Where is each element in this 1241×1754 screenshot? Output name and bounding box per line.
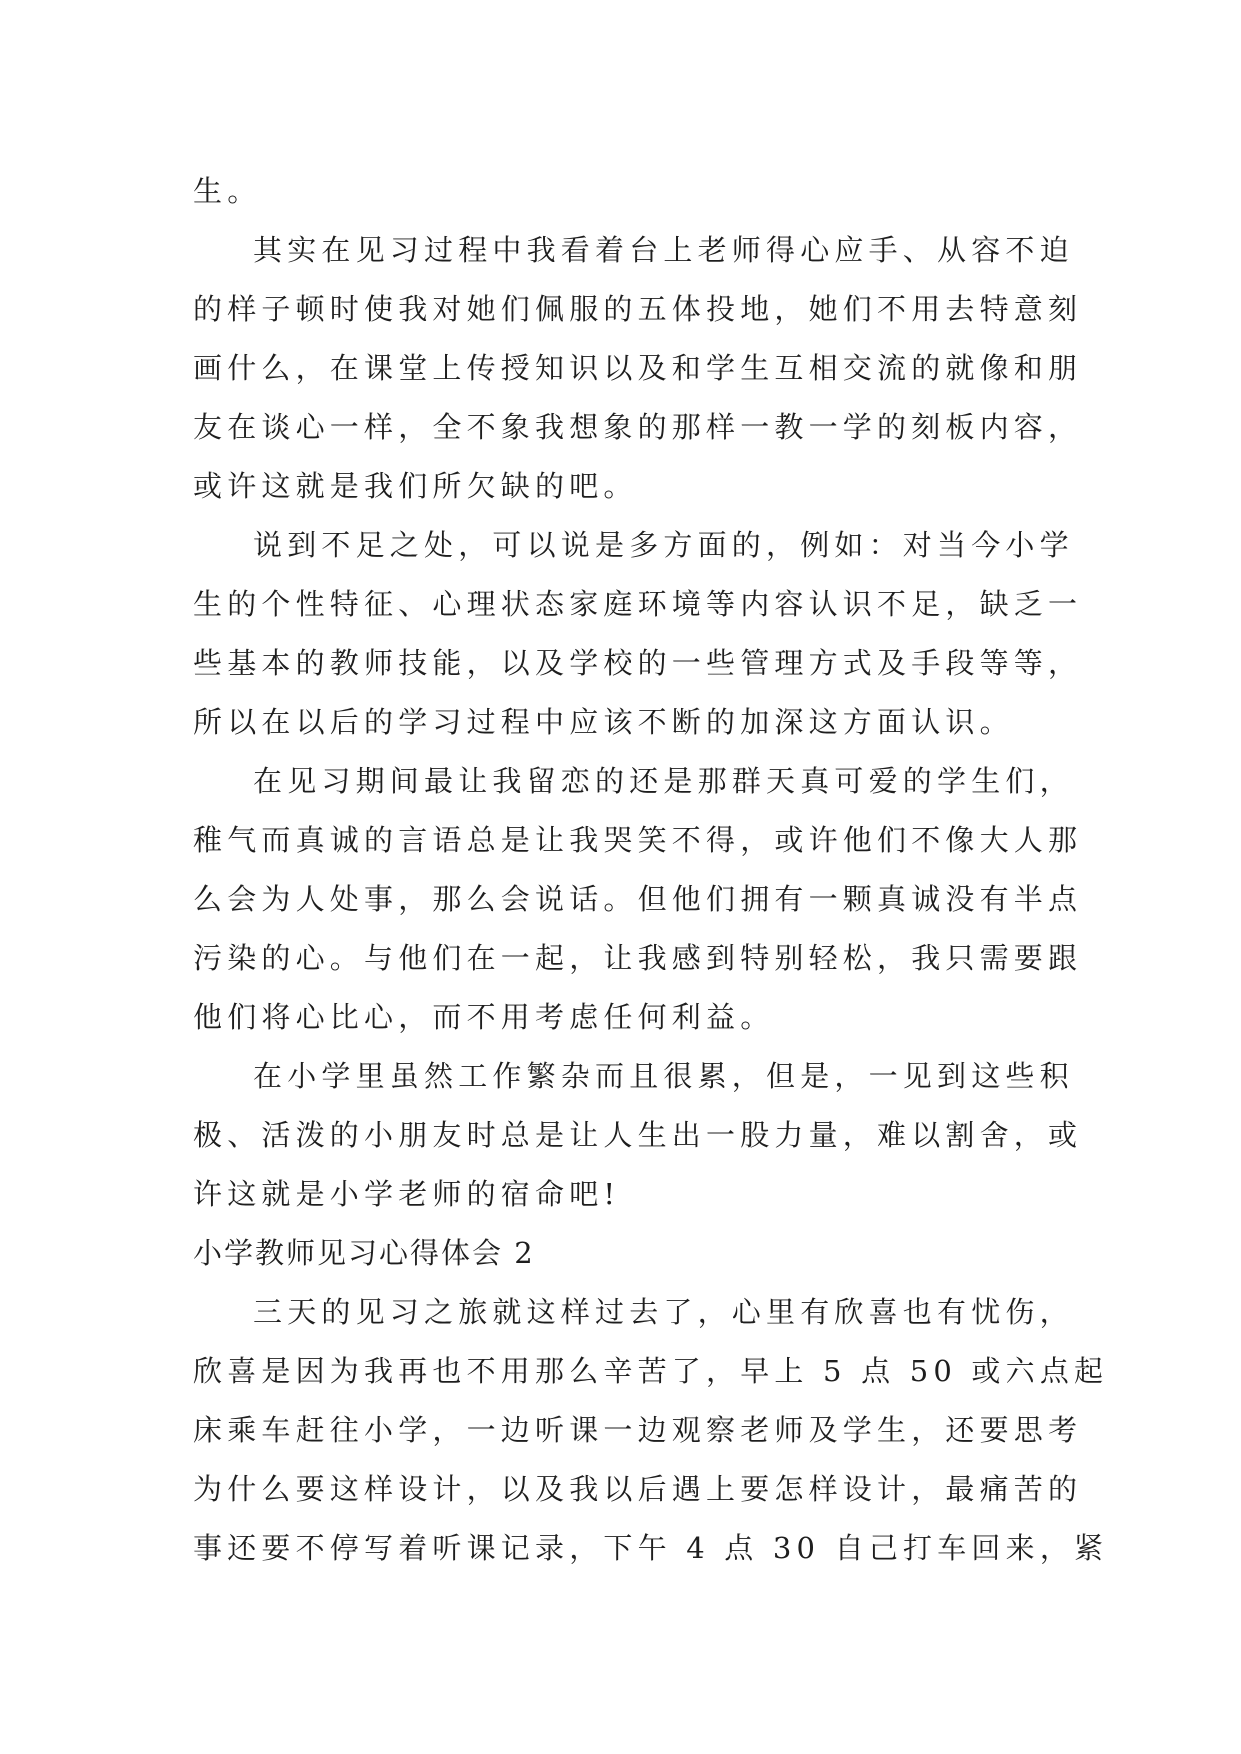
text-line: 些基本的教师技能，以及学校的一些管理方式及手段等等， [193,646,1083,680]
text-line: 画什么，在课堂上传授知识以及和学生互相交流的就像和朋 [193,351,1083,385]
text-line: 床乘车赶往小学，一边听课一边观察老师及学生，还要思考 [193,1413,1083,1447]
document-page [193,162,1109,1578]
paragraph [193,1283,1109,1578]
text-line: 的样子顿时使我对她们佩服的五体投地，她们不用去特意刻 [193,292,1083,326]
text-line: 生。 [193,174,262,208]
text-line: 么会为人处事，那么会说话。但他们拥有一颗真诚没有半点 [193,882,1083,916]
text-line: 其实在见习过程中我看着台上老师得心应手、从容不迫 [253,233,1074,267]
text-line: 欣喜是因为我再也不用那么辛苦了，早上 5 点 50 或六点起 [193,1354,1109,1388]
text-line: 为什么要这样设计，以及我以后遇上要怎样设计，最痛苦的 [193,1472,1083,1506]
text-line: 许这就是小学老师的宿命吧! [193,1177,621,1211]
text-line: 污染的心。与他们在一起，让我感到特别轻松，我只需要跟 [193,941,1083,975]
text-line: 或许这就是我们所欠缺的吧。 [193,469,638,503]
text-line: 三天的见习之旅就这样过去了，心里有欣喜也有忧伤， [253,1295,1074,1329]
text-line: 所以在以后的学习过程中应该不断的加深这方面认识。 [193,705,1014,739]
text-line: 稚气而真诚的言语总是让我哭笑不得，或许他们不像大人那 [193,823,1083,857]
text-line: 在小学里虽然工作繁杂而且很累，但是，一见到这些积 [253,1059,1074,1093]
paragraph [193,752,1083,1047]
text-line: 事还要不停写着听课记录，下午 4 点 30 自己打车回来，紧 [193,1531,1109,1565]
paragraph [193,221,1083,516]
paragraph [193,162,1063,221]
text-line: 在见习期间最让我留恋的还是那群天真可爱的学生们， [253,764,1074,798]
text-line: 生的个性特征、心理状态家庭环境等内容认识不足，缺乏一 [193,587,1083,621]
text-line: 极、活泼的小朋友时总是让人生出一股力量，难以割舍，或 [193,1118,1083,1152]
text-line: 说到不足之处，可以说是多方面的，例如：对当今小学 [253,528,1074,562]
text-line: 他们将心比心，而不用考虑任何利益。 [193,1000,775,1034]
section-heading: 小学教师见习心得体会 2 [193,1236,535,1270]
paragraph [193,1047,1083,1224]
text-line: 友在谈心一样，全不象我想象的那样一教一学的刻板内容， [193,410,1083,444]
paragraph [193,516,1083,752]
